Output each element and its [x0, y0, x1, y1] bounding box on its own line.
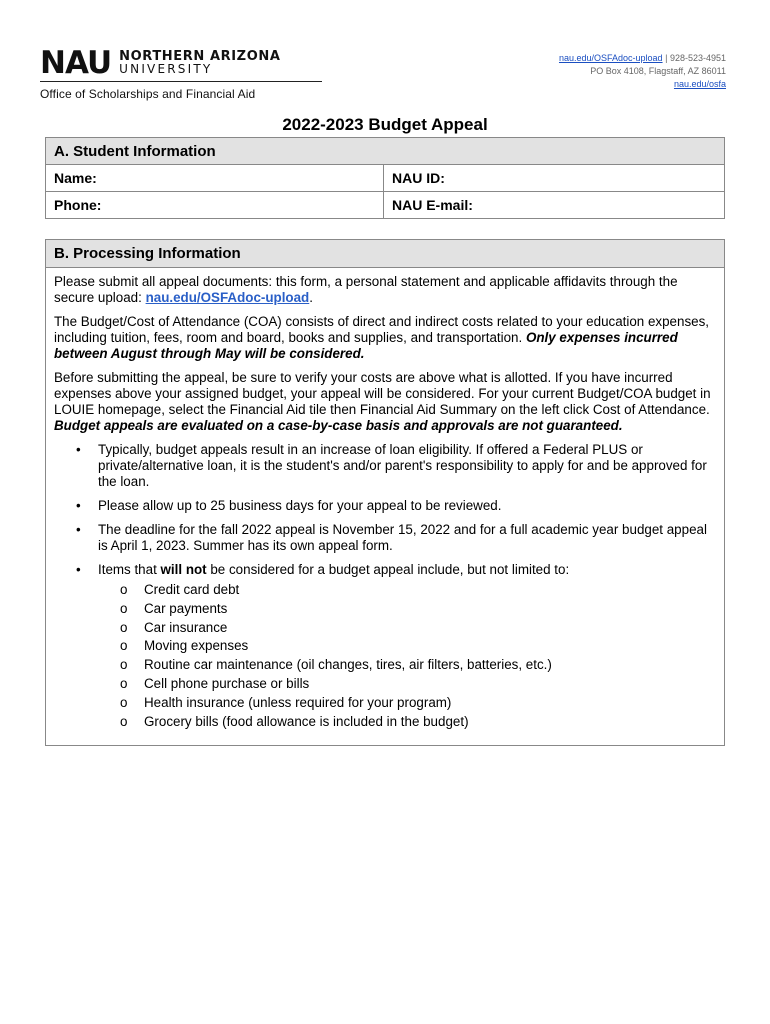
- bullet-text: The deadline for the fall 2022 appeal is November 15, 2022 and for a full academic year budget appeal is April 1, 2023. Summer has its own appeal form.: [98, 522, 707, 553]
- sub-bullet-icon: o: [120, 694, 128, 710]
- bullet-icon: •: [76, 442, 81, 457]
- sub-bullet-icon: o: [120, 619, 128, 635]
- logo-wordmark: [119, 50, 280, 76]
- list-item: [54, 498, 716, 514]
- items-post: be considered for a budget appeal include, but not limited to:: [206, 562, 570, 577]
- section-a-heading: A. Student Information: [46, 138, 725, 165]
- bullet-icon: •: [76, 498, 81, 513]
- list-item: [98, 600, 716, 619]
- sub-bullet-icon: o: [120, 638, 128, 654]
- email-field[interactable]: NAU E-mail:: [384, 192, 725, 219]
- excluded-item: Cell phone purchase or bills: [144, 675, 310, 691]
- excluded-item: Moving expenses: [144, 638, 249, 654]
- bullet-icon: •: [76, 562, 81, 577]
- upload-link[interactable]: nau.edu/OSFAdoc-upload: [558, 53, 663, 63]
- coa-paragraph: [54, 314, 716, 362]
- processing-information-section: [45, 239, 725, 746]
- list-item: [54, 442, 716, 490]
- page-title: 2022-2023 Budget Appeal: [282, 115, 488, 134]
- submission-end: .: [309, 290, 313, 305]
- list-item: [98, 619, 716, 638]
- nau-id-field[interactable]: NAU ID:: [384, 165, 725, 192]
- verify-emphasis: Budget appeals are evaluated on a case-by-case basis and approvals are not guaranteed.: [54, 418, 623, 433]
- excluded-item: Routine car maintenance (oil changes, tires, air filters, batteries, etc.): [144, 657, 552, 673]
- coa-text: The Budget/Cost of Attendance (COA) consists of direct and indirect costs related to your education expenses, including tuition, fees, room and board, books and supplies, and transportation.: [54, 314, 710, 345]
- section-b-heading: B. Processing Information: [46, 240, 724, 268]
- list-item: [54, 522, 716, 554]
- list-item: [98, 694, 716, 713]
- submission-text: Please submit all appeal documents: this form, a personal statement and applicable affidavits through the secure upload:: [54, 274, 678, 305]
- logo-mark: NAU: [40, 45, 112, 81]
- nau-logo: [40, 45, 281, 81]
- items-bold: will not: [160, 562, 207, 577]
- logo-line-2: UNIVERSITY: [119, 62, 213, 76]
- sub-bullet-icon: o: [120, 600, 128, 616]
- list-item: [98, 713, 716, 732]
- list-item: [54, 562, 716, 731]
- list-item: [98, 656, 716, 675]
- sub-bullet-icon: o: [120, 657, 128, 673]
- student-information-table: [45, 137, 725, 219]
- phone-number: 928-523-4951: [669, 53, 726, 63]
- list-item: [98, 675, 716, 694]
- logo-divider: [40, 81, 322, 82]
- bullet-icon: •: [76, 522, 81, 537]
- verify-text: Before submitting the appeal, be sure to verify your costs are above what is allotted. If you have incurred expenses above your assigned budget, your appeal will be considered. For your current Budget/COA budget in LOUIE homepage, select the Financial Aid tile then Financial Aid Summary on the left click Cost of Attendance.: [54, 370, 711, 417]
- page-header: [40, 45, 730, 108]
- excluded-item: Health insurance (unless required for your program): [144, 694, 452, 710]
- verify-paragraph: [54, 370, 716, 434]
- items-pre: Items that: [98, 562, 161, 577]
- bullet-text: Typically, budget appeals result in an increase of loan eligibility. If offered a Federal PLUS or private/alternative loan, it is the student's and/or parent's responsibility to apply for and be approved for the loan.: [98, 442, 707, 489]
- mailing-address: PO Box 4108, Flagstaff, AZ 86011: [590, 66, 726, 76]
- sub-bullet-icon: o: [120, 675, 128, 691]
- excluded-items-list: [98, 581, 716, 731]
- logo-line-1: NORTHERN ARIZONA: [119, 49, 281, 64]
- excluded-item: Credit card debt: [144, 582, 240, 597]
- excluded-item: Car payments: [144, 600, 228, 616]
- office-name: Office of Scholarships and Financial Aid: [40, 87, 256, 101]
- secure-upload-link[interactable]: nau.edu/OSFAdoc-upload: [145, 290, 310, 305]
- list-item: [98, 581, 716, 600]
- contact-block: [559, 52, 726, 91]
- sub-bullet-icon: o: [120, 582, 128, 597]
- sub-bullet-icon: o: [120, 713, 128, 729]
- list-item: [98, 637, 716, 656]
- bullet-text: Please allow up to 25 business days for your appeal to be reviewed.: [98, 498, 502, 513]
- submission-paragraph: [54, 274, 716, 306]
- excluded-item: Car insurance: [144, 619, 228, 635]
- osfa-site-link[interactable]: nau.edu/osfa: [673, 79, 726, 89]
- section-b-body: [46, 268, 724, 745]
- notes-list: [54, 442, 716, 731]
- excluded-item: Grocery bills (food allowance is included in the budget): [144, 713, 469, 729]
- name-field[interactable]: Name:: [46, 165, 384, 192]
- contact-separator: |: [665, 53, 668, 63]
- phone-field[interactable]: Phone:: [46, 192, 384, 219]
- coa-emphasis: Only expenses incurred between August through May will be considered.: [54, 330, 678, 361]
